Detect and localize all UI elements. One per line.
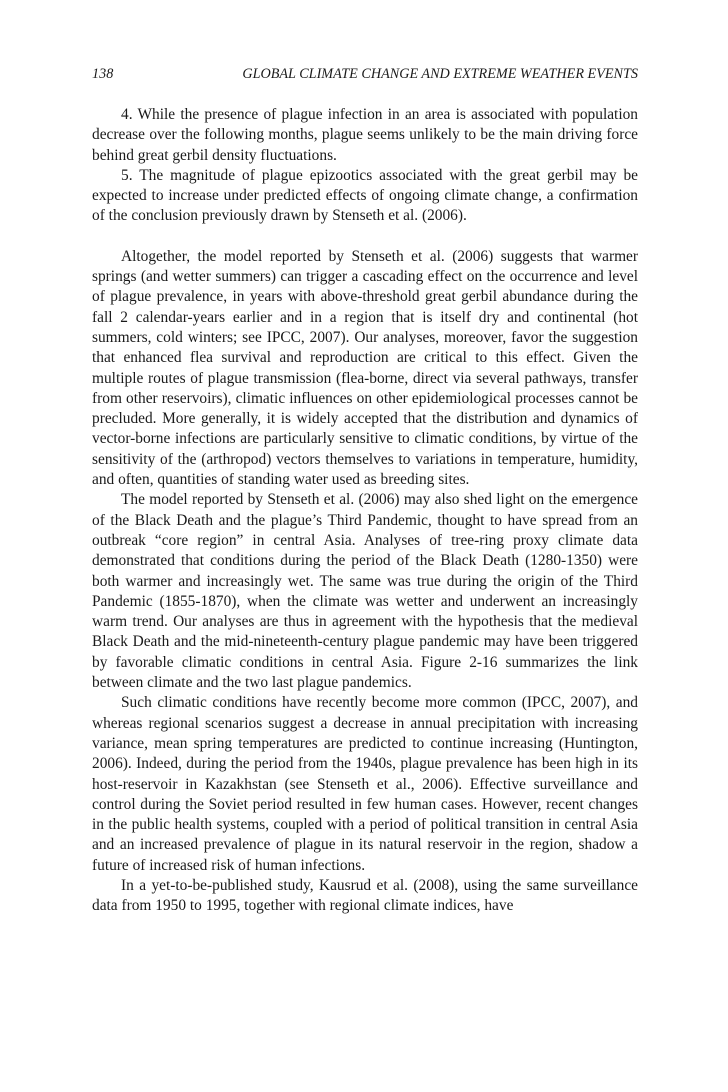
body-text	[92, 105, 638, 917]
paragraph-altogether: Altogether, the model reported by Stenseth et al. (2006) suggests that warmer springs (and wetter summers) can trigger a cascading effect on the occurrence and level of plague prevalence, in years with above-threshold great gerbil abundance during the fall 2 calendar-years earlier and in a region that is itself dry and continental (hot summers, cold winters; see IPCC, 2007). Our analyses, moreover, favor the suggestion that enhanced flea survival and reproduction are critical to this effect. Given the multiple routes of plague transmission (flea-borne, direct via several pathways, transfer from other reservoirs), climatic influences on other epidemiological processes cannot be precluded. More generally, it is widely accepted that the distribution and dynamics of vector-borne infections are particularly sensitive to climatic conditions, by virtue of the sensitivity of the (arthropod) vectors themselves to variations in temperature, humidity, and often, quantities of standing water used as breeding sites.	[92, 247, 638, 489]
paragraph-item-4: 4. While the presence of plague infection in an area is associated with population decrease over the following months, plague seems unlikely to be the main driving force behind great gerbil density fluctuations.	[92, 106, 638, 164]
paragraph-item-5: 5. The magnitude of plague epizootics associated with the great gerbil may be expected to increase under predicted effects of ongoing climate change, a confirmation of the conclusion previously drawn by Stenseth et al. (2006).	[92, 166, 638, 225]
running-title: GLOBAL CLIMATE CHANGE AND EXTREME WEATHER EVENTS	[242, 66, 638, 82]
page-number: 138	[92, 66, 114, 82]
paragraph-kausrud-study: In a yet-to-be-published study, Kausrud et al. (2008), using the same surveillance data from 1950 to 1995, together with regional climate indices, have	[92, 876, 638, 915]
paragraph-climatic-conditions: Such climatic conditions have recently become more common (IPCC, 2007), and whereas regional scenarios suggest a decrease in annual precipitation with increasing variance, mean spring temperatures are predicted to continue increasing (Huntington, 2006). Indeed, during the period from the 1940s, plague prevalence has been high in its host-reservoir in Kazakhstan (see Stenseth et al., 2006). Effective surveillance and control during the Soviet period resulted in few human cases. However, recent changes in the public health systems, coupled with a period of political transition in central Asia and an increased prevalence of plague in its natural reservoir in the region, shadow a future of increased risk of human infections.	[92, 694, 638, 874]
paragraph-black-death: The model reported by Stenseth et al. (2006) may also shed light on the emergence of the Black Death and the plague’s Third Pandemic, thought to have spread from an outbreak “core region” in central Asia. Analyses of tree-ring proxy climate data demonstrated that conditions during the period of the Black Death (1280-1350) were both warmer and increasingly wet. The same was true during the origin of the Third Pandemic (1855-1870), when the climate was wetter and underwent an increasingly warm trend. Our analyses are thus in agreement with the hypothesis that the medieval Black Death and the mid-nineteenth-century plague pandemic may have been triggered by favorable climatic conditions in central Asia. Figure 2-16 summarizes the link between climate and the two last plague pandemics.	[92, 491, 638, 692]
